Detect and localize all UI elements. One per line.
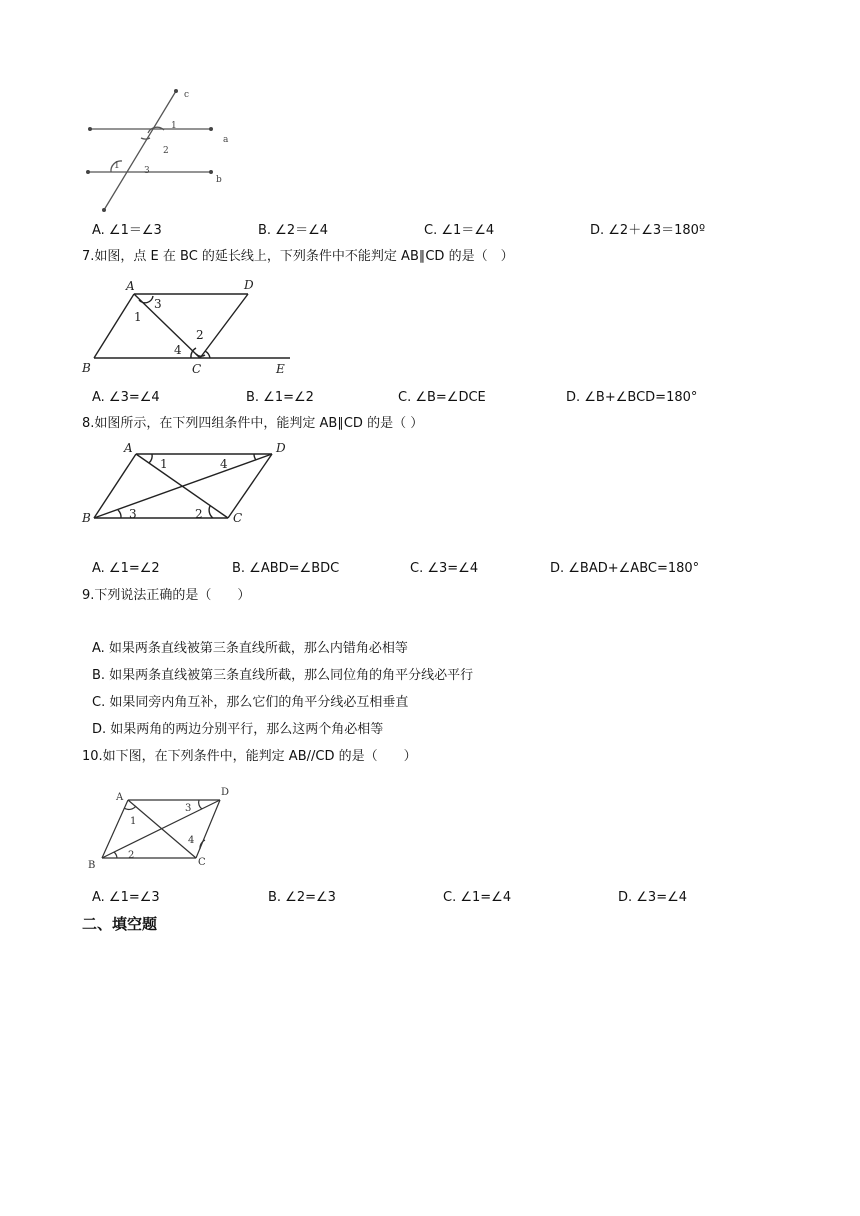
q7-angle-3: 3	[154, 297, 162, 311]
fig6-angle-3: 3	[144, 166, 150, 176]
q8-label-D: D	[276, 441, 286, 455]
q10-label-A: A	[116, 792, 124, 803]
q7-label-B: B	[82, 361, 91, 375]
q10-angle-4: 4	[188, 835, 195, 846]
fig6-label-c: c	[184, 90, 190, 100]
q8-angle-3: 3	[129, 507, 137, 521]
q7-stem: 7.如图，点 E 在 BC 的延长线上，下列条件中不能判定 AB∥CD 的是（ ）	[82, 249, 514, 264]
q10-angle-1: 1	[130, 816, 137, 827]
fig6-label-b: b	[216, 175, 222, 185]
q10-option-c: C. ∠1=∠4	[443, 890, 512, 905]
q8-figure	[78, 440, 300, 532]
q7-option-b: B. ∠1=∠2	[246, 390, 314, 405]
q8-angle-1: 1	[160, 457, 168, 471]
fig6-angle-1: 1	[171, 121, 177, 131]
q9-option-a: A. 如果两条直线被第三条直线所截，那么内错角必相等	[92, 641, 408, 656]
q7-label-C: C	[192, 362, 202, 376]
q8-angle-4: 4	[220, 457, 228, 471]
q7-label-D: D	[244, 278, 254, 292]
q8-angle-2: 2	[195, 507, 203, 521]
q9-stem: 9.下列说法正确的是（ ）	[82, 588, 251, 603]
fig6-angle-1b: 1	[114, 161, 120, 171]
q8-option-d: D. ∠BAD+∠ABC=180°	[550, 561, 700, 576]
q10-option-b: B. ∠2=∠3	[268, 890, 336, 905]
q6-option-b: B. ∠2＝∠4	[258, 223, 329, 238]
q10-option-a: A. ∠1=∠3	[92, 890, 160, 905]
q7-label-E: E	[276, 362, 285, 376]
q7-angle-4: 4	[174, 343, 182, 357]
q6-option-c: C. ∠1＝∠4	[424, 223, 495, 238]
q8-option-b: B. ∠ABD=∠BDC	[232, 561, 340, 576]
q10-angle-2: 2	[128, 850, 135, 861]
q7-option-a: A. ∠3=∠4	[92, 390, 160, 405]
section-heading-fill-in: 二、填空题	[82, 915, 158, 933]
q7-angle-1: 1	[134, 310, 142, 324]
q8-label-A: A	[124, 441, 133, 455]
q7-option-d: D. ∠B+∠BCD=180°	[566, 390, 698, 405]
q10-label-C: C	[198, 857, 206, 868]
q7-option-c: C. ∠B=∠DCE	[398, 390, 486, 405]
q6-option-a: A. ∠1＝∠3	[92, 223, 162, 238]
q8-option-c: C. ∠3=∠4	[410, 561, 479, 576]
q9-option-b: B. 如果两条直线被第三条直线所截，那么同位角的角平分线必平行	[92, 668, 474, 683]
q10-stem: 10.如下图，在下列条件中，能判定 AB//CD 的是（ ）	[82, 749, 417, 764]
q8-label-C: C	[233, 511, 243, 525]
q10-figure	[84, 784, 244, 874]
q8-stem: 8.如图所示，在下列四组条件中，能判定 AB∥CD 的是（ ）	[82, 416, 424, 431]
q10-label-B: B	[88, 860, 96, 871]
q8-option-a: A. ∠1=∠2	[92, 561, 160, 576]
q10-angle-3: 3	[185, 803, 192, 814]
q6-figure	[80, 86, 240, 216]
q8-label-B: B	[82, 511, 91, 525]
q9-option-c: C. 如果同旁内角互补，那么它们的角平分线必互相垂直	[92, 695, 409, 710]
fig6-label-a: a	[223, 135, 229, 145]
fig6-angle-2: 2	[163, 146, 169, 156]
q6-option-d: D. ∠2＋∠3＝180º	[590, 223, 706, 238]
q7-figure	[78, 274, 300, 378]
q10-label-D: D	[221, 787, 230, 798]
q7-label-A: A	[126, 279, 135, 293]
q7-angle-2: 2	[196, 328, 204, 342]
q9-option-d: D. 如果两角的两边分别平行，那么这两个角必相等	[92, 722, 384, 737]
q10-option-d: D. ∠3=∠4	[618, 890, 688, 905]
